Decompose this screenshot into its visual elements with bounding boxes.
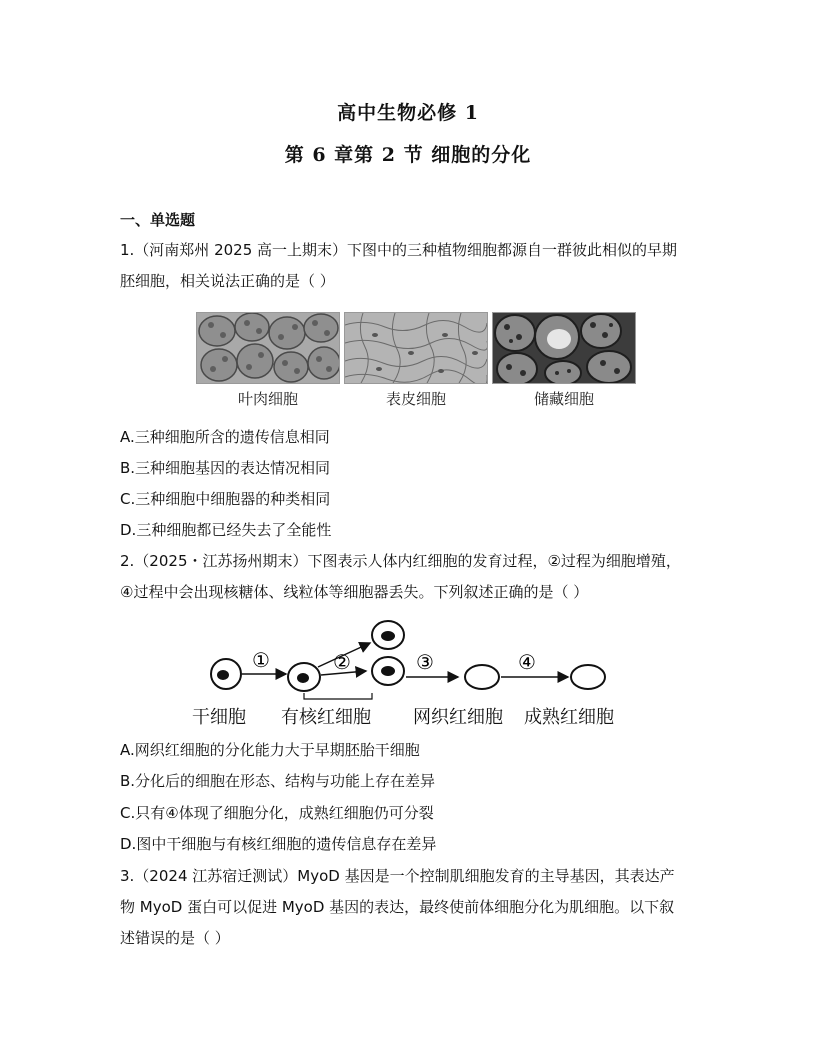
question-3-text-line-3: 述错误的是（ ） bbox=[120, 929, 230, 947]
question-3-text-line-1: 3.（2024 江苏宿迁测试）MyoD 基因是一个控制肌细胞发育的主导基因，其表达产 bbox=[120, 867, 675, 885]
section-heading: 一、单选题 bbox=[120, 211, 196, 229]
rbc-development-diagram bbox=[190, 615, 620, 700]
question-2-text-line-1: 2.（2025・江苏扬州期末）下图表示人体内红细胞的发育过程，②过程为细胞增殖， bbox=[120, 552, 681, 570]
step-4-label: ④ bbox=[518, 650, 536, 674]
question-2-text-line-2: ④过程中会出现核糖体、线粒体等细胞器丢失。下列叙述正确的是（ ） bbox=[120, 583, 589, 601]
caption-mesophyll-cell: 叶肉细胞 bbox=[237, 390, 298, 408]
label-stem-cell: 干细胞 bbox=[192, 707, 246, 728]
question-2-option-a: A.网织红细胞的分化能力大于早期胚胎干细胞 bbox=[120, 741, 420, 759]
daughter-cell-top bbox=[372, 621, 404, 649]
question-1-option-a: A.三种细胞所含的遗传信息相同 bbox=[120, 428, 330, 446]
step-1-label: ① bbox=[252, 648, 270, 672]
question-1-text-line-1: 1.（河南郑州 2025 高一上期末）下图中的三种植物细胞都源自一群彼此相似的早期 bbox=[120, 241, 678, 259]
step-3-label: ③ bbox=[416, 650, 434, 674]
mesophyll-cell-image bbox=[196, 312, 340, 384]
bracket bbox=[304, 693, 372, 699]
caption-epidermal-cell: 表皮细胞 bbox=[385, 390, 446, 408]
question-1-option-d: D.三种细胞都已经失去了全能性 bbox=[120, 521, 332, 539]
label-nucleated-rbc: 有核红细胞 bbox=[281, 707, 371, 728]
question-1-text-line-2: 胚细胞，相关说法正确的是（ ） bbox=[120, 272, 335, 290]
mature-rbc-shape bbox=[571, 665, 605, 689]
label-reticulocyte: 网织红细胞 bbox=[413, 707, 503, 728]
step-2-label: ② bbox=[333, 650, 351, 674]
question-1-option-b: B.三种细胞基因的表达情况相同 bbox=[120, 459, 331, 477]
storage-cell-image bbox=[492, 312, 636, 384]
cell-micrographs bbox=[196, 312, 636, 386]
daughter-cell-bottom bbox=[372, 657, 404, 685]
question-2-option-b: B.分化后的细胞在形态、结构与功能上存在差异 bbox=[120, 772, 436, 790]
page-title: 高中生物必修 1 bbox=[337, 102, 479, 124]
question-2-option-c: C.只有④体现了细胞分化，成熟红细胞仍可分裂 bbox=[120, 804, 434, 822]
label-mature-rbc: 成熟红细胞 bbox=[524, 707, 614, 728]
page-subtitle: 第 6 章第 2 节 细胞的分化 bbox=[284, 144, 532, 166]
stem-cell-shape bbox=[211, 659, 241, 689]
nucleated-rbc-shape bbox=[288, 663, 320, 691]
reticulocyte-shape bbox=[465, 665, 499, 689]
epidermal-cell-image bbox=[344, 312, 488, 384]
question-1-option-c: C.三种细胞中细胞器的种类相同 bbox=[120, 490, 331, 508]
question-3-text-line-2: 物 MyoD 蛋白可以促进 MyoD 基因的表达，最终使前体细胞分化为肌细胞。以下叙 bbox=[120, 898, 675, 916]
question-2-option-d: D.图中干细胞与有核红细胞的遗传信息存在差异 bbox=[120, 835, 437, 853]
caption-storage-cell: 储藏细胞 bbox=[533, 390, 594, 408]
